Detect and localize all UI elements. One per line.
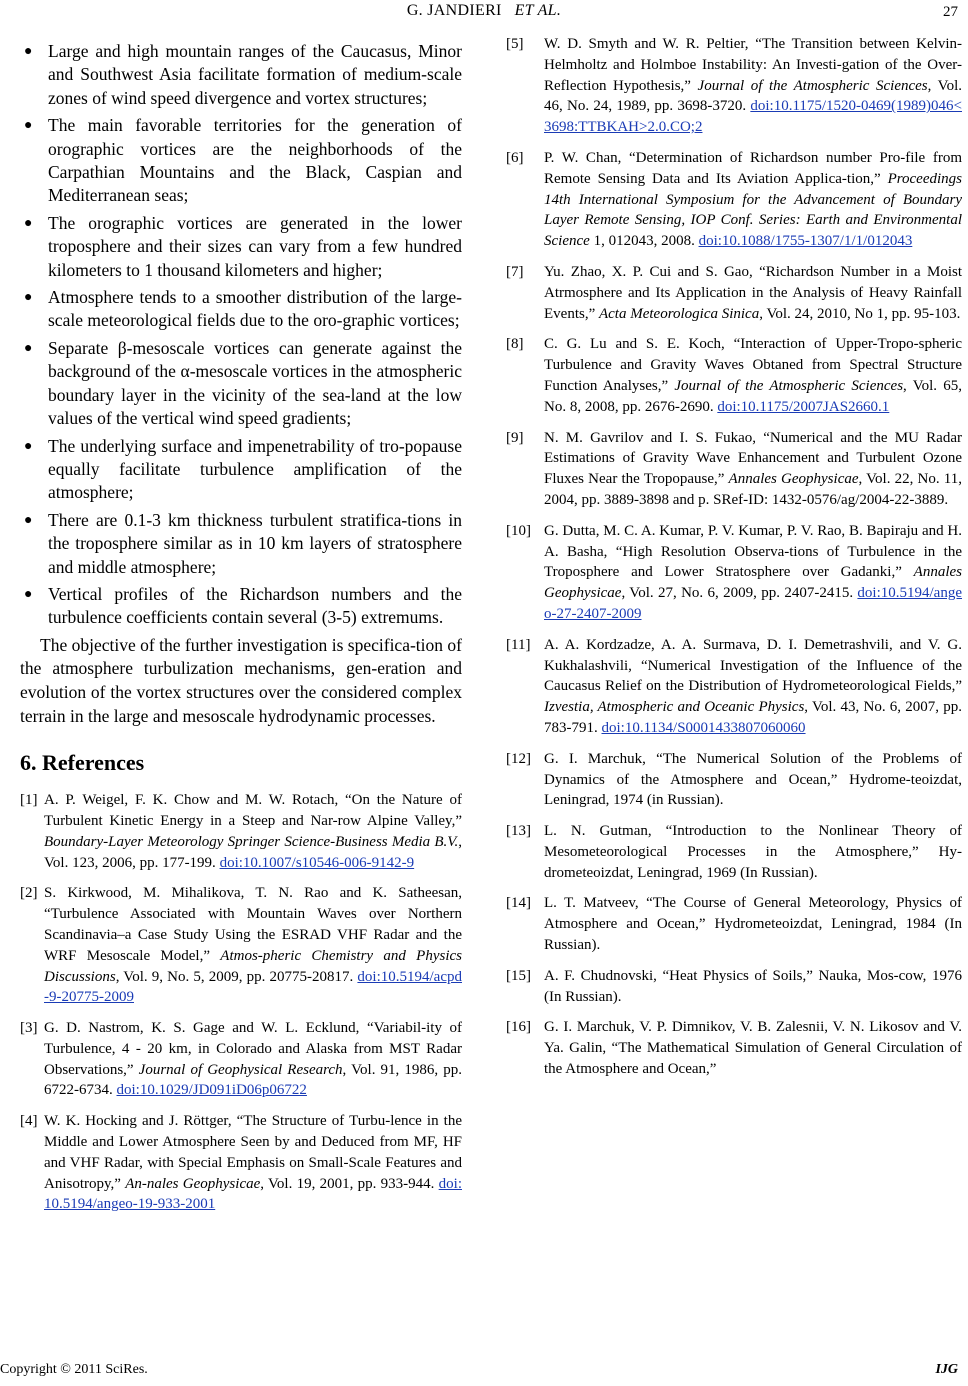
left-column xyxy=(20,40,462,1225)
reference-item: [8] C. G. Lu and S. E. Koch, “Interaction of Upper-Tropo-spheric Turbulence and Gravity Waves Obtaned from Spectral Structure Function Analyses,” Journal of the Atmospheric Sciences, Vol. 65, No. 8, 2008, pp. 2676-2690. doi:10.1175/2007JAS2660.1 xyxy=(506,336,963,415)
ref-number: [6] xyxy=(506,149,524,166)
list-item: ● The underlying surface and impenetrability of tro-popause equally facilitate turbulence amplification of the atmosphere; xyxy=(24,435,462,503)
ref-number: [11] xyxy=(506,636,531,653)
ref-number: [16] xyxy=(506,1019,531,1036)
doi-link[interactable]: doi:10.1029/JD091iD06p06722 xyxy=(116,1082,307,1099)
list-item: ● The main favorable territories for the generation of orographic vortices are the neighborhoods of the Carpathian Mountains and the Black, Caspian and Mediterranean seas; xyxy=(24,115,462,206)
doi-link[interactable]: doi:10.5194/angeo-19-933-2001 xyxy=(44,1175,462,1213)
doi-link[interactable]: doi:10.5194/acpd-9-20775-2009 xyxy=(44,968,462,1006)
ref-number: [14] xyxy=(506,895,531,912)
reference-item: [16] G. I. Marchuk, V. P. Dimnikov, V. B. Zalesnii, V. N. Likosov and V. Ya. Galin, “The Mathematical Simulation of General Circulation of the Atmosphere and Ocean,” xyxy=(506,1019,962,1078)
reference-item: [12] G. I. Marchuk, “The Numerical Solution of the Problems of Dynamics of the Atmosphere and Ocean,” Hydrome-teoizdat, Leningrad, 1974 (in Russian). xyxy=(506,750,962,809)
bullet-icon: ● xyxy=(24,290,33,306)
reference-item: [2] S. Kirkwood, M. Mihalikova, T. N. Rao and K. Satheesan, “Turbulence Associated with Mountain Waves over Northern Scandinavia–a Case Study Using the ESRAD VHF Radar and the WRF Mesoscale Model,” Atmos-pheric Chemistry and Physics Discussions, Vol. 9, No. 5, 2009, pp. 20775-20817. doi:10.5194/acpd-9-20775-2009 xyxy=(20,885,462,1006)
ref-number: [10] xyxy=(506,522,531,539)
doi-link[interactable]: doi:10.1175/2007JAS2660.1 xyxy=(717,398,890,415)
doi-link[interactable]: doi:10.5194/angeo-27-2407-2009 xyxy=(544,585,962,622)
doi-link[interactable]: doi:10.1007/s10546-006-9142-9 xyxy=(219,854,415,871)
list-item: ● Large and high mountain ranges of the Caucasus, Minor and Southwest Asia facilitate formation of medium-scale zones of wind speed divergence and vortex structures; xyxy=(24,41,462,108)
ref-number: [12] xyxy=(506,750,531,767)
ref-number: [1] xyxy=(20,792,38,809)
section-title: 6. References xyxy=(20,750,145,776)
reference-item: [15] A. F. Chudnovski, “Heat Physics of Soils,” Nauka, Mos-cow, 1976 (In Russian). xyxy=(506,967,962,1005)
bullet-icon: ● xyxy=(24,118,33,134)
list-item: ● Atmosphere tends to a smoother distribution of the large-scale meteorological fields due to the oro-graphic vortices; xyxy=(24,287,462,331)
copyright-text: Copyright © 2011 SciRes. xyxy=(0,1362,148,1377)
reference-item: [10] G. Dutta, M. C. A. Kumar, P. V. Kumar, P. V. Rao, B. Bapiraju and H. A. Basha, “High Resolution Observa-tions of Turbulence in the Troposphere and Lower Stratosphere over Gadanki,” Annales Geophysicae, Vol. 27, No. 6, 2009, pp. 2407-2415. doi:10.5194/angeo-27-2407-2009 xyxy=(506,522,962,622)
reference-item: [7] Yu. Zhao, X. P. Cui and S. Gao, “Richardson Number in a Moist Atrmosphere and Its Application in the Analysis of Heavy Rainfall Events,” Acta Meteorologica Sinica, Vol. 24, 2010, No 1, pp. 95-103. xyxy=(506,263,962,322)
reference-item: [4] W. K. Hocking and J. Röttger, “The Structure of Turbu-lence in the Middle and Lower Atmosphere Seen by and Deduced from MF, HF and VHF Radar, with Special Emphasis on Small-Scale Features and Anisotropy,” An-nales Geophysicae, Vol. 19, 2001, pp. 933-944. doi:10.5194/angeo-19-933-2001 xyxy=(20,1113,462,1213)
ref-number: [2] xyxy=(20,885,38,902)
doi-link[interactable]: doi:10.1088/1755-1307/1/1/012043 xyxy=(698,233,913,250)
reference-item: [3] G. D. Nastrom, K. S. Gage and W. L. Ecklund, “Variabil-ity of Turbulence, 4 - 20 km, in Colorado and Alaska from MST Radar Observations,” Journal of Geophysical Research, Vol. 91, 1986, pp. 6722-6734. doi:10.1029/JD091iD06p06722 xyxy=(20,1020,463,1099)
ref-number: [15] xyxy=(506,967,531,984)
author-name: G. JANDIERI xyxy=(406,2,502,19)
reference-item: [13] L. N. Gutman, “Introduction to the Nonlinear Theory of Mesometeorological Processes in the Atmosphere,” Hy-drometeoizdat, Leningrad, 1969 (In Russian). xyxy=(506,823,962,881)
ref-number: [7] xyxy=(506,263,524,280)
page-footer xyxy=(0,1356,968,1380)
ref-number: [13] xyxy=(506,823,531,840)
conclusion-list xyxy=(20,40,462,630)
ref-number: [9] xyxy=(506,429,524,446)
running-header xyxy=(0,0,968,24)
list-item: ● The orographic vortices are generated in the lower troposphere and their sizes can vary from a few hundred kilometers to 1 thousand kilometers and higher; xyxy=(24,212,462,280)
doi-link[interactable]: doi:10.1175/1520-0469(1989)046<3698:TTBKAH>2.0.CO;2 xyxy=(544,98,962,136)
bullet-icon: ● xyxy=(24,586,33,602)
reference-item: [9] N. M. Gavrilov and I. S. Fukao, “Numerical and the MU Radar Estimations of Gravity Wave Enhancement and Turbulent Ozone Fluxes Near the Tropopause,” Annales Geophysicae, Vol. 22, No. 11, 2004, pp. 3889-3898 and p. SRef-ID: 1432-0576/ag/2004-22-3889. xyxy=(506,429,962,508)
ref-number: [3] xyxy=(20,1020,38,1037)
list-item: ● Separate β-mesoscale vortices can generate against the background of the α-mesoscale vortices in the atmospheric boundary layer in the vicinity of the sea-land at the low values of the vertical wind speed gradients; xyxy=(24,337,462,429)
objective-paragraph: The objective of the further investigation is specifica-tion of the atmosphere turbulization mechanisms, gen-eration and evolution of the vortex structures over the considered complex terrain in the large and mesoscale hydrodynamic processes. xyxy=(20,634,462,726)
bullet-icon: ● xyxy=(24,512,33,528)
ref-number: [8] xyxy=(506,336,524,353)
ref-number: [5] xyxy=(506,36,524,52)
bullet-icon: ● xyxy=(24,44,33,59)
doi-link[interactable]: doi:10.1134/S0001433807060060 xyxy=(601,719,806,736)
page-number: 27 xyxy=(943,4,958,20)
reference-item: [11] A. A. Kordzadze, A. A. Surmava, D. I. Demetrashvili, and V. G. Kukhalashvili, “Numerical Investigation of the Influence of the Caucasus Relief on the Distribution of Hydrometeorological Fields,” Izvestia, Atmospheric and Oceanic Physics, Vol. 43, No. 6, 2007, pp. 783-791. doi:10.1134/S0001433807060060 xyxy=(506,636,962,736)
reference-item: [6] P. W. Chan, “Determination of Richardson number Pro-file from Remote Sensing Data and Its Aviation Applica-tion,” Proceedings 14th International Symposium for the Advancement of Boundary Layer Remote Sensing, IOP Conf. Series: Earth and Environmental Science 1, 012043, 2008. doi:10.1088/1755-1307/1/1/012043 xyxy=(506,149,962,250)
running-head xyxy=(0,2,968,20)
right-column xyxy=(506,34,962,1090)
et-al: ET AL. xyxy=(514,2,562,19)
journal-abbrev: IJG xyxy=(935,1362,958,1377)
reference-item: [5] W. D. Smyth and W. R. Peltier, “The Transition between Kelvin-Helmholtz and Holmboe Instability: An Investi-gation of the Over-Reflection Hypothesis,” Journal of the Atmospheric Sciences, Vol. 46, No. 24, 1989, pp. 3698-3720. doi:10.1175/1520-0469(1989)046<3698:TTBKAH>2.0.CO;2 xyxy=(506,36,963,136)
bullet-icon: ● xyxy=(24,438,33,454)
reference-item: [14] L. T. Matveev, “The Course of General Meteorology, Physics of Atmosphere and Ocean,” Hydrometeoizdat, Leningrad, 1984 (In Russian). xyxy=(506,895,962,954)
list-item: ● There are 0.1-3 km thickness turbulent stratifica-tions in the troposphere similar as in 10 km layers of stratosphere and middle atmosphere; xyxy=(24,509,462,577)
reference-item: [1] A. P. Weigel, F. K. Chow and M. W. Rotach, “On the Nature of Turbulent Kinetic Energy in a Steep and Nar-row Alpine Valley,” Boundary-Layer Meteorology Springer Science-Business Media B.V., Vol. 123, 2006, pp. 177-199. doi:10.1007/s10546-006-9142-9 xyxy=(20,792,462,871)
list-item: ● Vertical profiles of the Richardson numbers and the turbulence coefficients contain several (3-5) extremums. xyxy=(24,583,462,628)
bullet-icon: ● xyxy=(24,340,33,356)
ref-number: [4] xyxy=(20,1113,38,1130)
bullet-icon: ● xyxy=(24,215,33,231)
